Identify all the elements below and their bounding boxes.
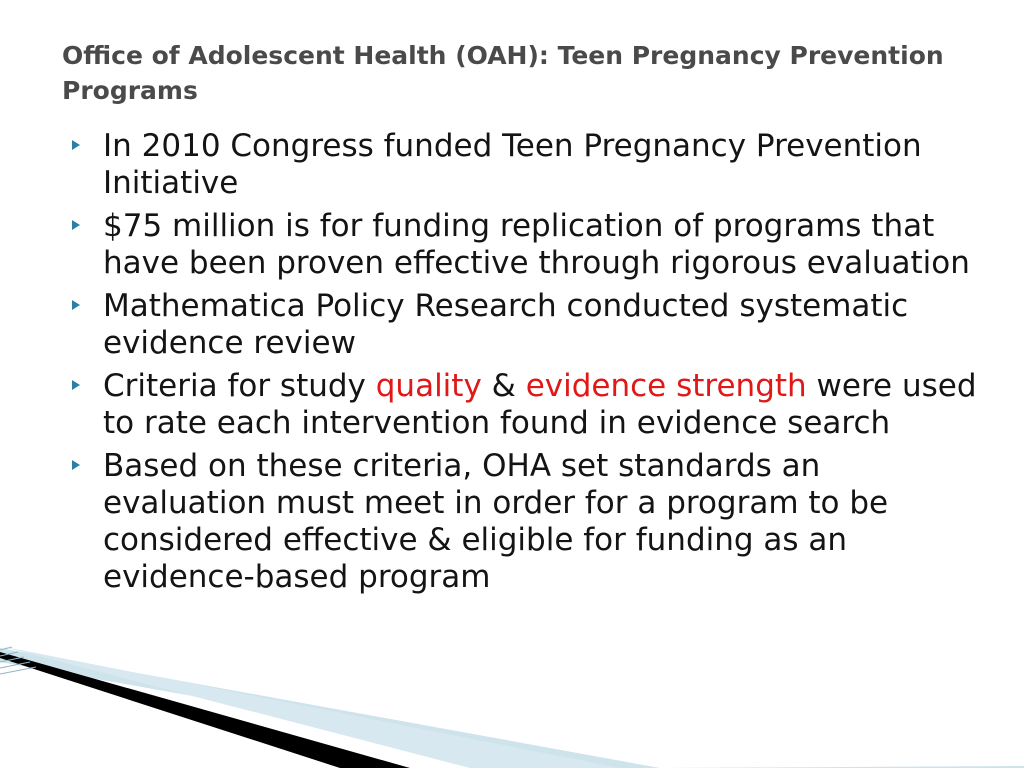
bullet-arrow-icon (72, 460, 80, 470)
bullet-text: $75 million is for funding replication of programs that have been proven effective through rigorous evaluation (103, 208, 970, 281)
highlight-evidence-strength: evidence strength (525, 368, 807, 404)
bullet-arrow-icon (72, 220, 80, 230)
bullet-item (72, 288, 992, 362)
bullet-text: Based on these criteria, OHA set standards an evaluation must meet in order for a program to be considered effective & eligible for funding as an evidence-based program (103, 448, 889, 595)
bullet-text: In 2010 Congress funded Teen Pregnancy Prevention Initiative (103, 128, 922, 201)
bullet-item (72, 368, 992, 442)
bullet-list (72, 128, 992, 602)
bullet-arrow-icon (72, 140, 80, 150)
decor-dark-stripe (0, 652, 410, 768)
bullet-text-middle: & (481, 368, 526, 404)
bullet-item (72, 208, 992, 282)
bullet-text-start: Criteria for study (103, 368, 376, 404)
bullet-item (72, 128, 992, 202)
bullet-text-end: were used to rate each intervention found in evidence search (103, 368, 977, 441)
bullet-text: Mathematica Policy Research conducted systematic evidence review (103, 288, 909, 361)
bullet-arrow-icon (72, 300, 80, 310)
bullet-arrow-icon (72, 380, 80, 390)
slide-title: Office of Adolescent Health (OAH): Teen Pregnancy Prevention Programs (62, 41, 944, 105)
bullet-item (72, 448, 992, 596)
highlight-quality: quality (375, 368, 482, 404)
